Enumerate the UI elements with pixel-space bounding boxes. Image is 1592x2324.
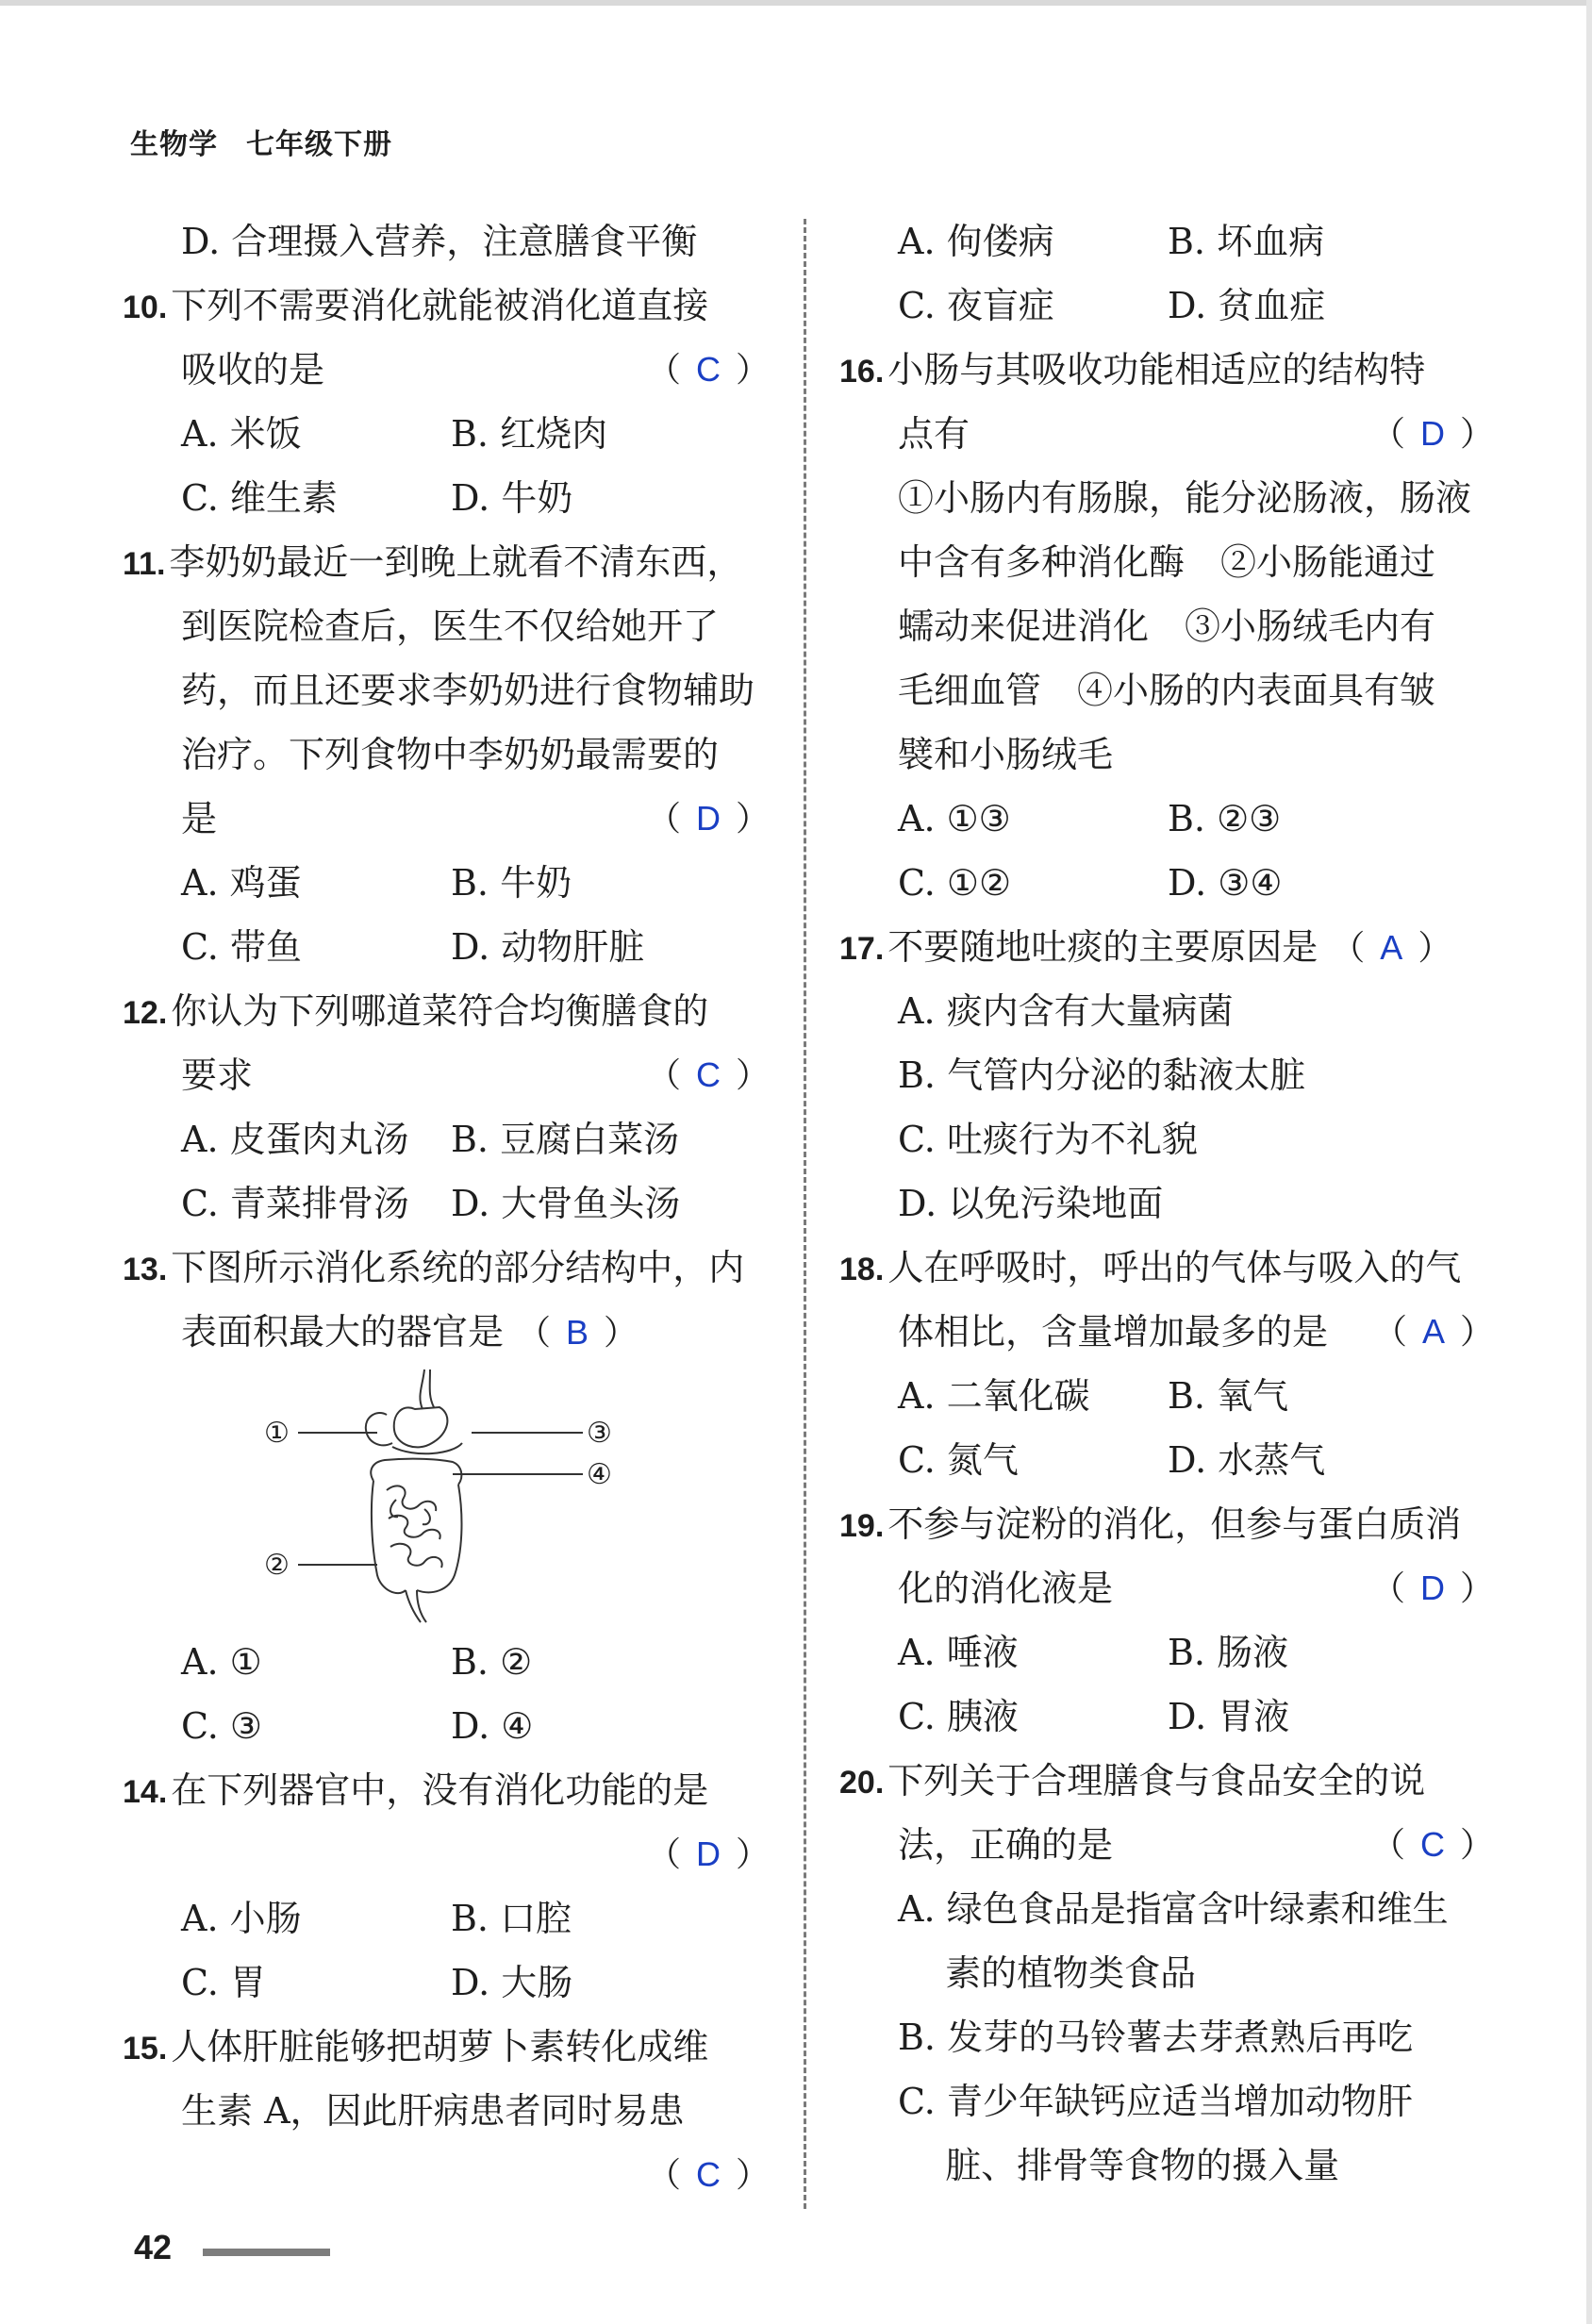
answer-bracket	[1371, 1813, 1496, 1878]
question-text: 人体肝脏能够把胡萝卜素转化成维	[171, 2026, 709, 2067]
question-number: 10.	[123, 290, 168, 325]
question-number: 11.	[123, 546, 166, 582]
text-line	[839, 1941, 1500, 2005]
text-line	[123, 722, 775, 787]
answer-close: ）	[1418, 929, 1454, 968]
question-number: 15.	[123, 2031, 168, 2067]
answer-letter: D	[1419, 1569, 1447, 1607]
question-text: 不参与淀粉的消化，但参与蛋白质消	[887, 1503, 1462, 1545]
page-number: 42	[134, 2228, 173, 2266]
option: D. 动物肝脏	[451, 926, 645, 968]
option: A. ①③	[898, 798, 1011, 839]
question-text: 法，正确的是	[898, 1824, 1114, 1866]
answer-open: （	[1370, 1826, 1407, 1865]
answer-open: （	[1331, 929, 1368, 968]
option: B. ②	[451, 1641, 533, 1683]
figure-label: ①	[264, 1417, 290, 1450]
options-line	[839, 851, 1500, 915]
text-line	[839, 1043, 1500, 1107]
answer-letter: C	[1419, 1825, 1447, 1864]
text-line	[839, 594, 1500, 658]
text-line	[839, 1107, 1500, 1171]
answer-bracket	[647, 1043, 771, 1108]
answer-open: （	[646, 1056, 683, 1095]
leader-line	[453, 1473, 583, 1475]
answer-open: （	[517, 1314, 554, 1353]
question-text: 李奶奶最近一到晚上就看不清东西，	[169, 541, 743, 583]
option: D. ④	[451, 1705, 534, 1747]
question-text: C. 吐痰行为不礼貌	[898, 1119, 1198, 1160]
text-line	[839, 979, 1500, 1043]
grade-label: 七年级下册	[246, 128, 392, 161]
question-text: 点有	[898, 413, 970, 455]
organ-outline	[420, 1370, 424, 1409]
option: C. ③	[181, 1705, 262, 1747]
text-line	[123, 1300, 775, 1364]
answer-letter: D	[1419, 414, 1447, 453]
leader-line	[298, 1432, 377, 1434]
option: C. ①②	[898, 862, 1012, 904]
text-line	[839, 722, 1500, 787]
leader-line	[298, 1564, 377, 1566]
options-line	[839, 209, 1500, 274]
options-line	[123, 1886, 775, 1950]
answer-open: （	[1370, 1569, 1407, 1608]
options-line	[123, 466, 775, 530]
answer-bracket	[647, 2143, 771, 2208]
options-line	[123, 915, 775, 979]
option: B. 肠液	[1168, 1632, 1289, 1673]
answer-bracket	[647, 787, 771, 852]
figure-label: ②	[264, 1549, 290, 1582]
option: C. 氮气	[898, 1439, 1019, 1481]
text-line	[839, 530, 1500, 594]
answer-bracket	[1371, 1556, 1496, 1621]
left-column	[123, 209, 775, 2207]
question-text: 表面积最大的器官是	[181, 1311, 505, 1353]
question-text: 中含有多种消化酶 ②小肠能通过	[898, 541, 1436, 583]
question-text: D. 以免污染地面	[898, 1183, 1164, 1224]
option: A. 鸡蛋	[181, 862, 302, 904]
question-number: 13.	[123, 1252, 168, 1287]
options-line	[839, 1685, 1500, 1749]
answer-letter: C	[695, 1055, 722, 1094]
question-line	[123, 979, 775, 1043]
answer-bracket	[647, 338, 771, 403]
question-number: 17.	[839, 931, 885, 967]
answer-bracket	[1371, 402, 1496, 467]
question-line	[123, 1758, 775, 1822]
answer-open: （	[646, 2156, 683, 2195]
organ-outline	[389, 1516, 440, 1539]
question-number: 14.	[123, 1774, 168, 1810]
text-line	[839, 2005, 1500, 2069]
answer-bracket	[1331, 929, 1453, 968]
option: D. 大骨鱼头汤	[451, 1183, 681, 1224]
question-text: B. 气管内分泌的黏液太脏	[898, 1054, 1306, 1096]
figure-label: ④	[587, 1458, 612, 1491]
question-text: A. 绿色食品是指富含叶绿素和维生	[898, 1888, 1449, 1930]
question-text: 到医院检查后，医生不仅给她开了	[181, 606, 720, 647]
option: C. 夜盲症	[898, 285, 1054, 326]
organ-outline	[423, 1509, 430, 1524]
text-line	[839, 658, 1500, 722]
question-text: 下列关于合理膳食与食品安全的说	[887, 1760, 1426, 1801]
question-text: 在下列器官中，没有消化功能的是	[171, 1769, 709, 1811]
right-column	[839, 209, 1500, 2198]
question-number: 18.	[839, 1252, 885, 1287]
question-text: C. 青少年缺钙应适当增加动物肝	[898, 2081, 1413, 2122]
answer-close: ）	[1459, 415, 1496, 454]
option: B. 口腔	[451, 1898, 572, 1939]
text-line	[123, 2079, 775, 2143]
question-number: 20.	[839, 1765, 885, 1801]
question-text: D. 合理摄入营养，注意膳食平衡	[181, 221, 698, 262]
text-line	[123, 2143, 775, 2207]
text-line	[123, 1822, 775, 1886]
text-line	[839, 1300, 1500, 1364]
question-text: 下图所示消化系统的部分结构中，内	[171, 1247, 745, 1288]
answer-bracket	[517, 1314, 639, 1353]
answer-letter: B	[566, 1313, 591, 1352]
page-edge	[0, 0, 1592, 6]
question-number: 16.	[839, 354, 885, 390]
organ-outline	[430, 1370, 434, 1407]
question-text: 是	[181, 798, 218, 839]
option: B. 牛奶	[451, 862, 572, 904]
option: C. 胃	[181, 1962, 266, 2003]
question-text: 要求	[181, 1054, 254, 1096]
organ-outline	[390, 1544, 442, 1568]
text-line	[839, 466, 1500, 530]
answer-close: ）	[735, 1835, 771, 1874]
answer-bracket	[1373, 1300, 1496, 1365]
question-line	[123, 2015, 775, 2079]
option: C. 胰液	[898, 1696, 1019, 1737]
options-line	[123, 402, 775, 466]
question-text: 脏、排骨等食物的摄入量	[898, 2145, 1340, 2186]
option: D. ③④	[1168, 862, 1283, 904]
option: B. 氧气	[1168, 1375, 1289, 1417]
question-line	[839, 1492, 1500, 1556]
question-line	[839, 1749, 1500, 1813]
options-line	[123, 1171, 775, 1236]
answer-letter: D	[695, 799, 722, 838]
options-line	[839, 274, 1500, 338]
question-line	[839, 915, 1500, 979]
option: B. 坏血病	[1168, 221, 1325, 262]
text-line	[123, 1043, 775, 1107]
options-line	[839, 1364, 1500, 1428]
question-text: 体相比，含量增加最多的是	[898, 1311, 1329, 1353]
option: A. 皮蛋肉丸汤	[181, 1119, 409, 1160]
organ-outline	[390, 1500, 398, 1517]
question-line	[123, 274, 775, 338]
answer-letter: D	[695, 1834, 722, 1873]
option: A. 唾液	[898, 1632, 1019, 1673]
answer-close: ）	[1459, 1569, 1496, 1608]
text-line	[123, 658, 775, 722]
option: A. 小肠	[181, 1898, 302, 1939]
options-line	[839, 1620, 1500, 1685]
options-line	[123, 851, 775, 915]
answer-letter: C	[695, 350, 722, 389]
organ-outline	[394, 1407, 448, 1447]
text-line	[839, 2069, 1500, 2133]
organ-outline	[372, 1481, 406, 1593]
text-line	[123, 594, 775, 658]
answer-open: （	[646, 351, 683, 390]
option: C. 维生素	[181, 477, 338, 519]
text-line	[123, 338, 775, 402]
organ-outline	[366, 1413, 392, 1445]
text-line	[839, 1171, 1500, 1236]
question-line	[123, 1236, 775, 1300]
figure-label: ③	[587, 1417, 612, 1450]
option: B. 豆腐白菜汤	[451, 1119, 680, 1160]
option: A. ①	[181, 1641, 262, 1683]
question-line	[839, 1236, 1500, 1300]
option: B. 红烧肉	[451, 413, 608, 455]
question-text: 毛细血管 ④小肠的内表面具有皱	[898, 670, 1436, 711]
answer-close: ）	[1459, 1313, 1496, 1352]
options-line	[123, 1107, 775, 1171]
answer-close: ）	[735, 1056, 771, 1095]
options-line	[839, 1428, 1500, 1492]
subject-label: 生物学	[130, 128, 218, 161]
option: A. 佝偻病	[898, 221, 1054, 262]
figure-block	[123, 1364, 775, 1630]
answer-letter: A	[1421, 1312, 1447, 1351]
question-text: 治疗。下列食物中李奶奶最需要的	[181, 734, 720, 775]
question-text: 化的消化液是	[898, 1568, 1114, 1609]
option: D. 大肠	[451, 1962, 573, 2003]
answer-letter: A	[1380, 928, 1405, 967]
question-text: 你认为下列哪道菜符合均衡膳食的	[171, 990, 709, 1032]
answer-open: （	[1372, 1313, 1409, 1352]
organ-outline	[371, 1459, 461, 1485]
option: A. 二氧化碳	[898, 1375, 1090, 1417]
options-line	[123, 1694, 775, 1758]
text-line	[839, 402, 1500, 466]
question-text: B. 发芽的马铃薯去芽煮熟后再吃	[898, 2017, 1414, 2058]
text-line	[839, 1813, 1500, 1877]
text-line	[123, 787, 775, 851]
question-text: 吸收的是	[181, 349, 325, 390]
footer-bar	[203, 2249, 330, 2256]
option: C. 带鱼	[181, 926, 302, 968]
question-text: 素的植物类食品	[898, 1952, 1197, 1994]
answer-close: ）	[735, 351, 771, 390]
question-number: 19.	[839, 1508, 885, 1544]
column-divider	[804, 219, 806, 2209]
answer-close: ）	[604, 1314, 640, 1353]
option: C. 青菜排骨汤	[181, 1183, 409, 1224]
page-edge	[1586, 0, 1592, 2324]
answer-close: ）	[735, 2156, 771, 2195]
answer-open: （	[646, 1835, 683, 1874]
question-text: 蠕动来促进消化 ③小肠绒毛内有	[898, 606, 1436, 647]
text-line	[123, 209, 775, 274]
option: D. 贫血症	[1168, 285, 1326, 326]
question-text: ①小肠内有肠腺，能分泌肠液，肠液	[898, 477, 1472, 519]
answer-letter: C	[695, 2155, 722, 2194]
question-number: 12.	[123, 995, 168, 1031]
question-text: A. 痰内含有大量病菌	[898, 990, 1234, 1032]
organ-outline	[387, 1486, 436, 1511]
text-line	[839, 2133, 1500, 2198]
question-line	[839, 338, 1500, 402]
answer-close: ）	[735, 800, 771, 838]
option: D. 牛奶	[451, 477, 573, 519]
options-line	[839, 787, 1500, 851]
answer-open: （	[646, 800, 683, 838]
question-text: 小肠与其吸收功能相适应的结构特	[887, 349, 1426, 390]
leader-line	[472, 1432, 583, 1434]
question-text: 药，而且还要求李奶奶进行食物辅助	[181, 670, 755, 711]
question-text: 人在呼吸时，呼出的气体与吸入的气	[887, 1247, 1462, 1288]
digestive-system-diagram	[311, 1368, 538, 1626]
answer-bracket	[647, 1822, 771, 1887]
question-text: 襞和小肠绒毛	[898, 734, 1114, 775]
question-text: 不要随地吐痰的主要原因是	[887, 926, 1318, 968]
page-header	[130, 121, 421, 162]
option: A. 米饭	[181, 413, 302, 455]
option: D. 胃液	[1168, 1696, 1290, 1737]
options-line	[123, 1630, 775, 1694]
text-line	[839, 1556, 1500, 1620]
answer-close: ）	[1459, 1826, 1496, 1865]
options-line	[123, 1950, 775, 2015]
question-text: 生素 A，因此肝病患者同时易患	[181, 2090, 685, 2132]
option: D. 水蒸气	[1168, 1439, 1326, 1481]
answer-open: （	[1370, 415, 1407, 454]
text-line	[839, 1877, 1500, 1941]
option: B. ②③	[1168, 798, 1282, 839]
question-text: 下列不需要消化就能被消化道直接	[171, 285, 709, 326]
question-line	[123, 530, 775, 594]
